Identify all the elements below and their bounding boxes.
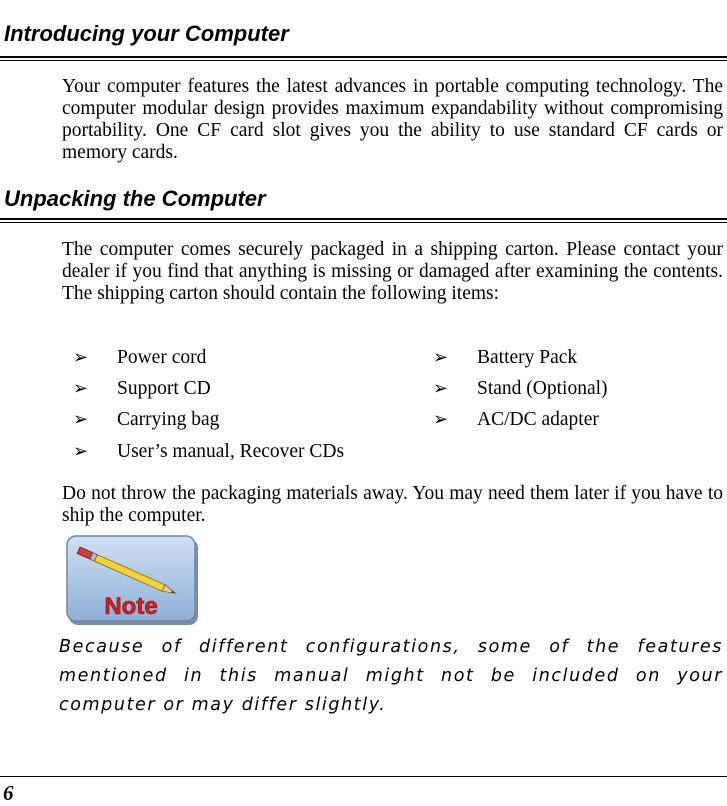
arrow-bullet-icon: ➢: [433, 347, 449, 368]
heading-unpacking-computer: Unpacking the Computer: [4, 186, 266, 211]
page-number: 6: [3, 781, 14, 805]
note-label: Note: [104, 593, 158, 620]
heading-introducing-computer: Introducing your Computer: [4, 21, 289, 46]
arrow-bullet-icon: ➢: [73, 347, 89, 368]
footer-rule: [0, 776, 727, 777]
unpacking-paragraph: The computer comes securely packaged in a shipping carton. Please contact your dealer if you find that anything is missing or damaged after examining the contents. The shipping carton should contain the following items:: [62, 239, 723, 304]
arrow-bullet-icon: ➢: [433, 409, 449, 430]
note-pencil-icon: [66, 535, 200, 627]
arrow-bullet-icon: ➢: [433, 378, 449, 399]
arrow-bullet-icon: ➢: [73, 409, 89, 430]
note-text: Because of different configurations, some of the features mentioned in this manual might not be included on your computer or may differ slightly.: [59, 637, 723, 715]
heading-rule: [0, 60, 727, 61]
heading-rule: [0, 218, 727, 220]
heading-rule: [0, 56, 727, 58]
intro-paragraph: Your computer features the latest advances in portable computing technology. The computer modular design provides maximum expandability without compromising portability. One CF card slot gives you the ability to use standard CF cards or memory cards.: [62, 76, 723, 163]
heading-rule: [0, 222, 727, 223]
arrow-bullet-icon: ➢: [73, 378, 89, 399]
arrow-bullet-icon: ➢: [73, 441, 89, 462]
packaging-note-paragraph: Do not throw the packaging materials away. You may need them later if you have to ship the computer.: [62, 483, 723, 526]
